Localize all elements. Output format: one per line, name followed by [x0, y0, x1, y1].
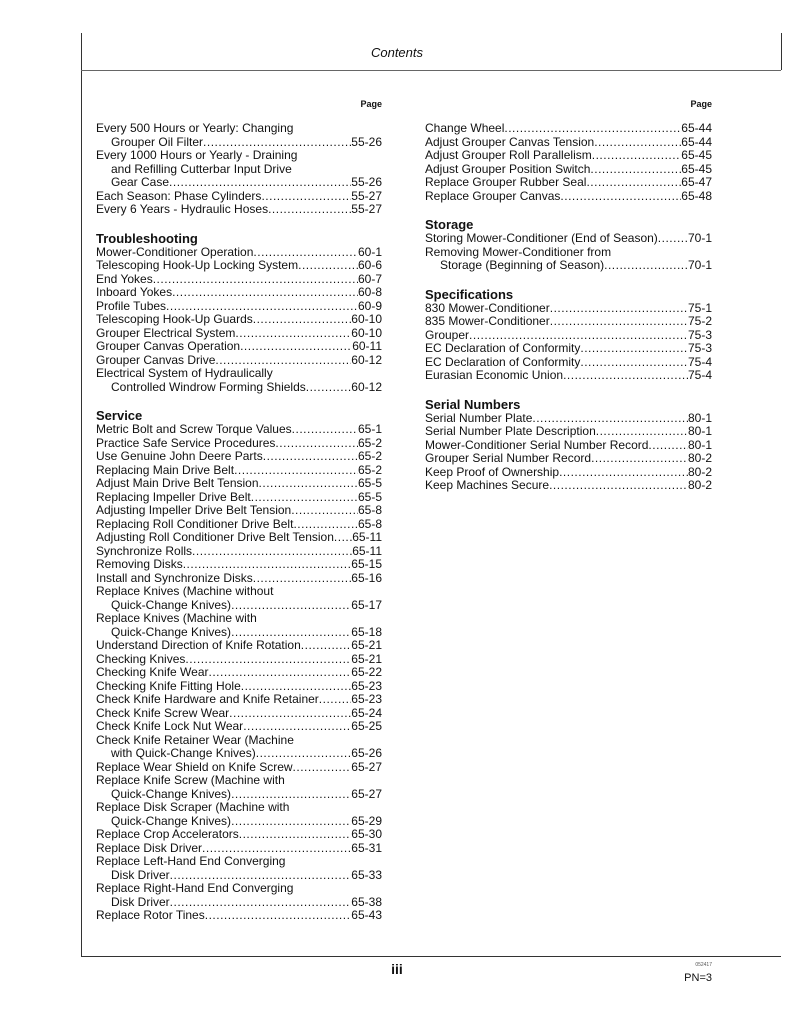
- section-title: Troubleshooting: [96, 230, 198, 246]
- entry-title: Serial Number Plate Description: [425, 424, 596, 438]
- entry-page-number: 65-11: [352, 543, 382, 558]
- toc-entry[interactable]: [425, 412, 712, 426]
- dot-leader: [192, 545, 352, 559]
- entry-title: Adjust Main Drive Belt Tension: [96, 476, 259, 490]
- entry-page-number: 65-44: [681, 121, 712, 135]
- entry-page-number: 65-47: [681, 175, 712, 189]
- entry-title: Serial Number Plate: [425, 410, 533, 425]
- entry-title: Adjusting Roll Conditioner Drive Belt Tension: [96, 530, 334, 544]
- toc-entry[interactable]: [425, 369, 712, 383]
- entry-title: Metric Bolt and Screw Torque Values: [96, 422, 292, 436]
- entry-title: Telescoping Hook-Up Guards: [96, 312, 253, 326]
- entry-page-number: 65-27: [351, 786, 382, 801]
- toc-entry[interactable]: [96, 437, 382, 451]
- dot-leader: [469, 329, 688, 343]
- entry-page-number: 70-1: [687, 231, 712, 245]
- toc-entry[interactable]: [96, 259, 382, 273]
- dot-leader: [550, 315, 688, 329]
- entry-title: Storing Mower-Conditioner (End of Season): [425, 231, 658, 245]
- toc-entry[interactable]: [96, 354, 382, 368]
- toc-entry[interactable]: [425, 425, 712, 439]
- dot-leader: [231, 815, 351, 829]
- toc-entry[interactable]: [96, 734, 382, 761]
- entry-title: 835 Mower-Conditioner: [425, 314, 550, 328]
- entry-title: Quick-Change Knives): [111, 786, 232, 801]
- footer-page-number: iii: [391, 961, 403, 977]
- entry-title: Every 500 Hours or Yearly: Changing: [96, 121, 294, 135]
- toc-entry[interactable]: [425, 356, 712, 370]
- entry-page-number: 75-4: [687, 368, 712, 382]
- entry-page-number: 65-8: [357, 516, 382, 531]
- dot-leader: [292, 423, 358, 437]
- entry-title: Disk Driver: [111, 867, 170, 882]
- entry-page-number: 65-25: [351, 719, 382, 733]
- toc-entry[interactable]: [425, 246, 712, 273]
- entry-title: Replace Disk Scraper (Machine with: [96, 800, 290, 814]
- toc-entry[interactable]: [96, 653, 382, 667]
- toc-entry[interactable]: [96, 855, 382, 882]
- entry-title: Adjust Grouper Roll Parallelism: [425, 148, 592, 162]
- toc-entry[interactable]: [96, 300, 382, 314]
- entry-title: Replace Grouper Canvas: [425, 188, 561, 203]
- entry-page-number: 65-33: [351, 867, 382, 882]
- page-frame-left-rule: [81, 33, 82, 957]
- toc-entry[interactable]: [425, 176, 712, 190]
- toc-entry[interactable]: [96, 313, 382, 327]
- dot-leader: [594, 136, 681, 150]
- entry-title: Grouper: [425, 327, 470, 342]
- entry-page-number: 65-38: [351, 894, 382, 909]
- toc-entry[interactable]: [425, 190, 712, 204]
- toc-entry[interactable]: [96, 666, 382, 680]
- entry-title: Grouper Serial Number Record: [425, 451, 592, 465]
- toc-entry[interactable]: [96, 558, 382, 572]
- entry-title: Removing Mower-Conditioner from: [425, 244, 612, 259]
- entry-page-number: 70-1: [687, 258, 712, 272]
- entry-title: Replace Right-Hand End Converging: [96, 881, 294, 895]
- entry-page-number: 65-21: [351, 638, 382, 652]
- toc-entry[interactable]: [425, 232, 712, 246]
- footer-date-code: 052417: [695, 962, 712, 968]
- section-title: Storage: [425, 217, 474, 232]
- dot-leader: [170, 869, 352, 883]
- dot-leader: [153, 273, 358, 287]
- dot-leader: [169, 176, 351, 190]
- toc-entry[interactable]: [96, 531, 382, 545]
- entry-title: Eurasian Economic Union: [425, 368, 564, 382]
- entry-title: Replace Knife Screw (Machine with: [96, 773, 285, 787]
- toc-entry[interactable]: [425, 163, 712, 177]
- contents-column-right: [425, 98, 712, 493]
- entry-title: Practice Safe Service Procedures: [96, 435, 276, 450]
- entry-title: Understand Direction of Knife Rotation: [96, 638, 301, 652]
- entry-title: Replace Left-Hand End Converging: [96, 854, 286, 868]
- entry-page-number: 55-26: [351, 175, 382, 189]
- entry-title: Every 6 Years - Hydraulic Hoses: [96, 202, 269, 216]
- entry-title: with Quick-Change Knives): [111, 746, 256, 760]
- section-title: Service: [96, 408, 143, 423]
- entry-page-number: 55-27: [351, 188, 382, 203]
- entry-title: Keep Proof of Ownership: [425, 464, 560, 479]
- toc-entry[interactable]: [96, 842, 382, 856]
- entry-page-number: 75-3: [687, 327, 712, 342]
- toc-entry[interactable]: [425, 439, 712, 453]
- dot-leader: [209, 666, 352, 680]
- entry-title: Grouper Canvas Operation: [96, 339, 241, 353]
- dot-leader: [203, 136, 351, 150]
- entry-page-number: 65-45: [681, 161, 712, 176]
- dot-leader: [268, 203, 351, 217]
- entry-page-number: 65-31: [351, 840, 382, 855]
- toc-entry[interactable]: [425, 466, 712, 480]
- entry-title: Mower-Conditioner Operation: [96, 244, 254, 259]
- toc-entry[interactable]: [96, 340, 382, 354]
- entry-page-number: 65-8: [357, 503, 382, 517]
- toc-entry[interactable]: [96, 286, 382, 300]
- toc-entry[interactable]: [425, 479, 712, 493]
- toc-entry[interactable]: [96, 774, 382, 801]
- entry-title: Replace Knives (Machine without: [96, 584, 274, 598]
- entry-page-number: 65-2: [357, 462, 382, 477]
- entry-page-number: 60-12: [351, 379, 382, 394]
- entry-page-number: 80-1: [687, 424, 712, 438]
- entry-page-number: 65-2: [357, 449, 382, 463]
- toc-section: [96, 408, 382, 923]
- entry-title: Replacing Roll Conditioner Drive Belt: [96, 516, 294, 531]
- dot-leader: [253, 313, 352, 327]
- entry-page-number: 65-29: [351, 813, 382, 828]
- entry-title: Replace Crop Accelerators: [96, 827, 239, 841]
- dot-leader: [590, 163, 681, 177]
- entry-page-number: 65-45: [681, 148, 712, 162]
- entry-page-number: 55-26: [351, 134, 382, 149]
- entry-page-number: 65-44: [681, 134, 712, 149]
- toc-entry[interactable]: [96, 612, 382, 639]
- entry-page-number: 65-30: [351, 827, 382, 841]
- entry-page-number: 65-5: [357, 489, 382, 504]
- dot-leader: [205, 909, 352, 923]
- dot-leader: [253, 572, 352, 586]
- entry-title: Adjust Grouper Position Switch: [425, 161, 591, 176]
- dot-leader: [319, 693, 352, 707]
- footer-rule: [81, 956, 781, 957]
- entry-page-number: 65-48: [681, 188, 712, 203]
- entry-page-number: 65-22: [351, 665, 382, 679]
- entry-title: Keep Machines Secure: [425, 478, 550, 492]
- dot-leader: [592, 149, 682, 163]
- dot-leader: [185, 653, 351, 667]
- dot-leader: [239, 828, 352, 842]
- page-title: Contents: [370, 45, 424, 60]
- toc-entry[interactable]: [96, 585, 382, 612]
- entry-title: Grouper Oil Filter: [111, 134, 204, 149]
- entry-title: Check Knife Lock Nut Wear: [96, 719, 244, 733]
- toc-entry[interactable]: [96, 909, 382, 923]
- entry-title: Every 1000 Hours or Yearly - Draining: [96, 148, 298, 162]
- entry-title: Replace Disk Driver: [96, 840, 203, 855]
- entry-page-number: 65-5: [357, 476, 382, 490]
- dot-leader: [253, 246, 358, 260]
- entry-page-number: 60-9: [357, 298, 382, 313]
- dot-leader: [560, 190, 681, 204]
- entry-page-number: 75-4: [687, 354, 712, 369]
- page-column-label: Page: [690, 99, 712, 109]
- entry-title: Adjusting Impeller Drive Belt Tension: [96, 503, 292, 517]
- entry-page-number: 65-21: [351, 651, 382, 666]
- entry-page-number: 65-27: [351, 759, 382, 774]
- entry-title: Telescoping Hook-Up Locking System: [96, 258, 299, 272]
- entry-title: End Yokes: [96, 271, 153, 286]
- dot-leader: [241, 680, 352, 694]
- toc-entry[interactable]: [96, 720, 382, 734]
- dot-leader: [275, 437, 358, 451]
- entry-title: Gear Case: [111, 175, 170, 189]
- entry-page-number: 65-43: [351, 908, 382, 922]
- toc-entry[interactable]: [96, 504, 382, 518]
- entry-title: Replace Wear Shield on Knife Screw: [96, 759, 293, 774]
- toc-entry[interactable]: [96, 149, 382, 190]
- dot-leader: [215, 354, 351, 368]
- entry-page-number: 60-10: [351, 325, 382, 340]
- entry-page-number: 60-8: [357, 285, 382, 299]
- entry-title: Check Knife Hardware and Knife Retainer: [96, 692, 319, 706]
- entry-title: Disk Driver: [111, 894, 170, 909]
- entry-page-number: 60-1: [357, 244, 382, 259]
- page-column-label: Page: [360, 99, 382, 109]
- entry-title: EC Declaration of Conformity: [425, 354, 581, 369]
- entry-title: Check Knife Retainer Wear (Machine: [96, 732, 294, 747]
- toc-entry[interactable]: [96, 801, 382, 828]
- entry-page-number: 75-1: [687, 300, 712, 315]
- dot-leader: [559, 466, 688, 480]
- entry-page-number: 65-1: [357, 422, 382, 436]
- entry-title: Replacing Impeller Drive Belt: [96, 489, 251, 504]
- entry-page-number: 65-23: [351, 692, 382, 706]
- entry-page-number: 75-2: [687, 314, 712, 328]
- entry-title: Use Genuine John Deere Parts: [96, 449, 263, 463]
- entry-title: Storage (Beginning of Season): [440, 258, 605, 272]
- entry-page-number: 65-2: [357, 435, 382, 450]
- toc-entry[interactable]: [96, 327, 382, 341]
- entry-page-number: 65-24: [351, 705, 382, 720]
- entry-title: Inboard Yokes: [96, 285, 173, 299]
- dot-leader: [166, 300, 358, 314]
- toc-entry[interactable]: [96, 545, 382, 559]
- entry-page-number: 65-11: [352, 530, 382, 544]
- toc-entry[interactable]: [425, 122, 712, 136]
- dot-leader: [235, 327, 351, 341]
- dot-leader: [231, 626, 351, 640]
- entry-title: Replace Knives (Machine with: [96, 611, 257, 625]
- dot-leader: [170, 896, 352, 910]
- entry-title: Controlled Windrow Forming Shields: [111, 379, 306, 394]
- dot-leader: [306, 381, 352, 395]
- entry-title: Each Season: Phase Cylinders: [96, 188, 262, 203]
- contents-column-left: [96, 98, 382, 923]
- dot-leader: [251, 491, 358, 505]
- toc-entry[interactable]: [96, 477, 382, 491]
- toc-entry[interactable]: [96, 518, 382, 532]
- toc-entry[interactable]: [96, 828, 382, 842]
- dot-leader: [563, 369, 688, 383]
- dot-leader: [229, 707, 351, 721]
- entry-page-number: 65-15: [351, 557, 382, 571]
- entry-page-number: 65-26: [351, 746, 382, 760]
- entry-page-number: 65-23: [351, 678, 382, 693]
- dot-leader: [580, 356, 688, 370]
- entry-title: Synchronize Rolls: [96, 543, 193, 558]
- toc-entry[interactable]: [96, 203, 382, 217]
- entry-title: Install and Synchronize Disks: [96, 570, 253, 585]
- entry-page-number: 80-1: [687, 437, 712, 452]
- toc-entry[interactable]: [425, 329, 712, 343]
- entry-page-number: 60-7: [357, 271, 382, 286]
- entry-title: Adjust Grouper Canvas Tension: [425, 134, 595, 149]
- entry-title: 830 Mower-Conditioner: [425, 300, 550, 315]
- dot-leader: [263, 450, 358, 464]
- toc-entry[interactable]: [96, 680, 382, 694]
- entry-page-number: 65-16: [351, 570, 382, 585]
- toc-section: [425, 287, 712, 383]
- entry-title: Check Knife Screw Wear: [96, 705, 230, 720]
- toc-entry[interactable]: [425, 452, 712, 466]
- toc-section: [425, 397, 712, 493]
- entry-title: Electrical System of Hydraulically: [96, 366, 273, 380]
- entry-page-number: 80-2: [687, 451, 712, 465]
- toc-entry[interactable]: [425, 149, 712, 163]
- entry-page-number: 80-2: [687, 478, 712, 492]
- dot-leader: [172, 286, 358, 300]
- entry-title: Replacing Main Drive Belt: [96, 462, 235, 477]
- entry-title: Change Wheel: [425, 121, 505, 135]
- entry-page-number: 65-17: [351, 597, 382, 612]
- dot-leader: [293, 518, 358, 532]
- dot-leader: [504, 122, 681, 136]
- toc-entry[interactable]: [96, 761, 382, 775]
- dot-leader: [298, 259, 358, 273]
- toc-entry[interactable]: [96, 693, 382, 707]
- dot-leader: [202, 842, 351, 856]
- toc-entry[interactable]: [96, 572, 382, 586]
- toc-section: [425, 122, 712, 203]
- dot-leader: [183, 558, 352, 572]
- entry-title: Checking Knife Fitting Hole: [96, 678, 241, 693]
- entry-title: EC Declaration of Conformity: [425, 341, 581, 355]
- toc-section: [96, 122, 382, 217]
- entry-page-number: 55-27: [351, 202, 382, 216]
- entry-title: Checking Knife Wear: [96, 665, 209, 679]
- header-rule: [81, 70, 781, 71]
- entry-page-number: 60-10: [351, 312, 382, 326]
- toc-entry[interactable]: [96, 273, 382, 287]
- toc-entry[interactable]: [96, 190, 382, 204]
- toc-entry[interactable]: [96, 491, 382, 505]
- entry-page-number: 65-18: [351, 624, 382, 639]
- section-title: Specifications: [425, 286, 514, 302]
- toc-sections: [425, 122, 712, 493]
- entry-title: Quick-Change Knives): [111, 597, 232, 612]
- toc-section: [96, 231, 382, 395]
- dot-leader: [234, 464, 358, 478]
- entry-page-number: 80-1: [687, 410, 712, 425]
- entry-title: Grouper Canvas Drive: [96, 352, 216, 367]
- dot-leader: [291, 504, 358, 518]
- dot-leader: [586, 176, 681, 190]
- toc-entry[interactable]: [96, 367, 382, 394]
- footer-pn: PN=3: [684, 972, 712, 984]
- toc-entry[interactable]: [96, 122, 382, 149]
- dot-leader: [243, 720, 351, 734]
- entry-page-number: 60-6: [357, 258, 382, 272]
- toc-entry[interactable]: [96, 464, 382, 478]
- entry-title: and Refilling Cutterbar Input Drive: [111, 161, 292, 176]
- dot-leader: [648, 439, 688, 453]
- toc-section: [425, 217, 712, 273]
- dot-leader: [591, 452, 688, 466]
- entry-page-number: 80-2: [687, 464, 712, 479]
- dot-leader: [580, 342, 688, 356]
- toc-entry[interactable]: [425, 315, 712, 329]
- dot-leader: [231, 599, 351, 613]
- toc-entry[interactable]: [425, 136, 712, 150]
- dot-leader: [596, 425, 688, 439]
- dot-leader: [259, 477, 358, 491]
- toc-entry[interactable]: [96, 423, 382, 437]
- toc-sections: [96, 122, 382, 923]
- dot-leader: [604, 259, 688, 273]
- dot-leader: [301, 639, 352, 653]
- section-title: Serial Numbers: [425, 396, 521, 412]
- entry-page-number: 60-12: [351, 352, 382, 367]
- entry-title: Mower-Conditioner Serial Number Record: [425, 437, 649, 452]
- toc-entry[interactable]: [96, 882, 382, 909]
- toc-entry[interactable]: [96, 246, 382, 260]
- dot-leader: [256, 747, 352, 761]
- dot-leader: [658, 232, 688, 246]
- dot-leader: [261, 190, 351, 204]
- toc-entry[interactable]: [96, 450, 382, 464]
- dot-leader: [550, 302, 688, 316]
- dot-leader: [532, 412, 688, 426]
- entry-title: Replace Rotor Tines: [96, 908, 205, 922]
- entry-title: Checking Knives: [96, 651, 186, 666]
- toc-entry[interactable]: [96, 639, 382, 653]
- entry-page-number: 60-11: [352, 339, 382, 353]
- dot-leader: [240, 340, 352, 354]
- toc-entry[interactable]: [425, 342, 712, 356]
- entry-page-number: 75-3: [687, 341, 712, 355]
- dot-leader: [293, 761, 352, 775]
- entry-title: Removing Disks: [96, 557, 183, 571]
- dot-leader: [231, 788, 351, 802]
- dot-leader: [549, 479, 688, 493]
- toc-entry[interactable]: [425, 302, 712, 316]
- toc-entry[interactable]: [96, 707, 382, 721]
- entry-title: Quick-Change Knives): [111, 813, 232, 828]
- entry-title: Grouper Electrical System: [96, 325, 236, 340]
- entry-title: Quick-Change Knives): [111, 624, 232, 639]
- dot-leader: [334, 531, 352, 545]
- entry-title: Profile Tubes: [96, 298, 167, 313]
- entry-title: Replace Grouper Rubber Seal: [425, 175, 587, 189]
